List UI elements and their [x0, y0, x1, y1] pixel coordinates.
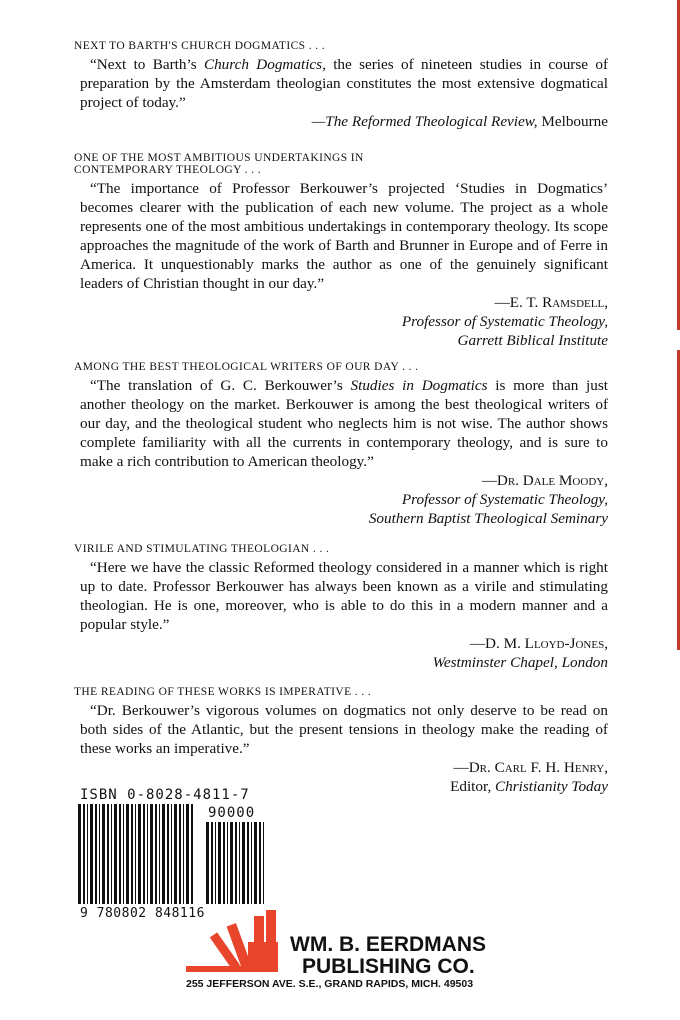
review-author-title: Professor of Systematic Theology,: [401, 491, 608, 508]
review-lloyd-jones: [74, 543, 608, 672]
review-author: —D. M. Lloyd-Jones,: [469, 635, 608, 652]
review-author-institution: Westminster Chapel, London: [432, 654, 608, 671]
isbn-label: ISBN 0-8028-4811-7: [80, 787, 250, 803]
price-barcode-icon: [206, 822, 268, 904]
review-ramsdell: [74, 152, 608, 350]
review-heading: THE READING OF THESE WORKS IS IMPERATIVE . . .: [74, 686, 372, 698]
publisher-name: WM. B. EERDMANS: [290, 933, 486, 956]
review-author-title: Editor, Christianity Today: [450, 778, 608, 795]
publisher-address: 255 JEFFERSON AVE. S.E., GRAND RAPIDS, MICH. 49503: [186, 978, 474, 990]
review-author-institution: Southern Baptist Theological Seminary: [368, 510, 608, 527]
eerdmans-books-logo-icon: [186, 908, 278, 972]
review-author: —E. T. Ramsdell,: [494, 294, 608, 311]
publisher-company: PUBLISHING CO.: [302, 955, 475, 978]
review-heading: VIRILE AND STIMULATING THEOLOGIAN . . .: [74, 543, 330, 555]
review-author-title: Professor of Systematic Theology,: [401, 313, 608, 330]
review-moody: [74, 361, 608, 528]
review-quote: “The translation of G. C. Berkouwer’s Studies in Dogmatics is more than just another theology on the market. Berkouwer is among the best theological writers of our day, and the theological student who neglects him is not wise. The author shows complete familiarity with all the currents in contemporary theology, and is sure to make a rich contribution to American theology.”: [80, 377, 608, 470]
review-heading: NEXT TO BARTH'S CHURCH DOGMATICS . . .: [74, 40, 326, 52]
barcode-icon: [78, 804, 196, 904]
review-author: —Dr. Carl F. H. Henry,: [453, 759, 608, 776]
review-barth: [74, 40, 608, 131]
review-author: —Dr. Dale Moody,: [481, 472, 608, 489]
price-code: 90000: [208, 805, 256, 821]
review-quote: “The importance of Professor Berkouwer’s projected ‘Studies in Dogmatics’ becomes clearer with the publication of each new volume. The project as a whole represents one of the most ambitious undertakings in contemporary theology. Its scope approaches the magnitude of the work of Barth and Brunner in Europe and of Ferre in America. It unquestionably marks the author as one of the genuinely significant leaders of Christian thought in our day.”: [80, 180, 608, 292]
review-quote: “Dr. Berkouwer’s vigorous volumes on dogmatics not only deserve to be read on both sides of the Atlantic, but the present tensions in theology make the reading of these works an imperative.”: [80, 702, 608, 757]
review-quote: “Here we have the classic Reformed theology considered in a manner which is right up to date. Professor Berkouwer has always been known as a virile and stimulating theologian. He is one, moreover, who is able to do this in a modern manner and a popular style.”: [80, 559, 608, 633]
review-henry: [74, 686, 608, 796]
review-heading: ONE OF THE MOST AMBITIOUS UNDERTAKINGS IN CONTEMPORARY THEOLOGY . . .: [74, 152, 364, 176]
review-author-institution: Garrett Biblical Institute: [457, 332, 608, 349]
barcode-number: 9 780802 848116: [80, 906, 205, 921]
review-attribution: —The Reformed Theological Review, Melbourne: [311, 113, 608, 130]
review-heading: AMONG THE BEST THEOLOGICAL WRITERS OF OUR DAY . . .: [74, 361, 419, 373]
review-quote: “Next to Barth’s Church Dogmatics, the series of nineteen studies in course of preparation by the Amsterdam theologian constitutes the most extensive dogmatical project of today.”: [80, 56, 608, 111]
